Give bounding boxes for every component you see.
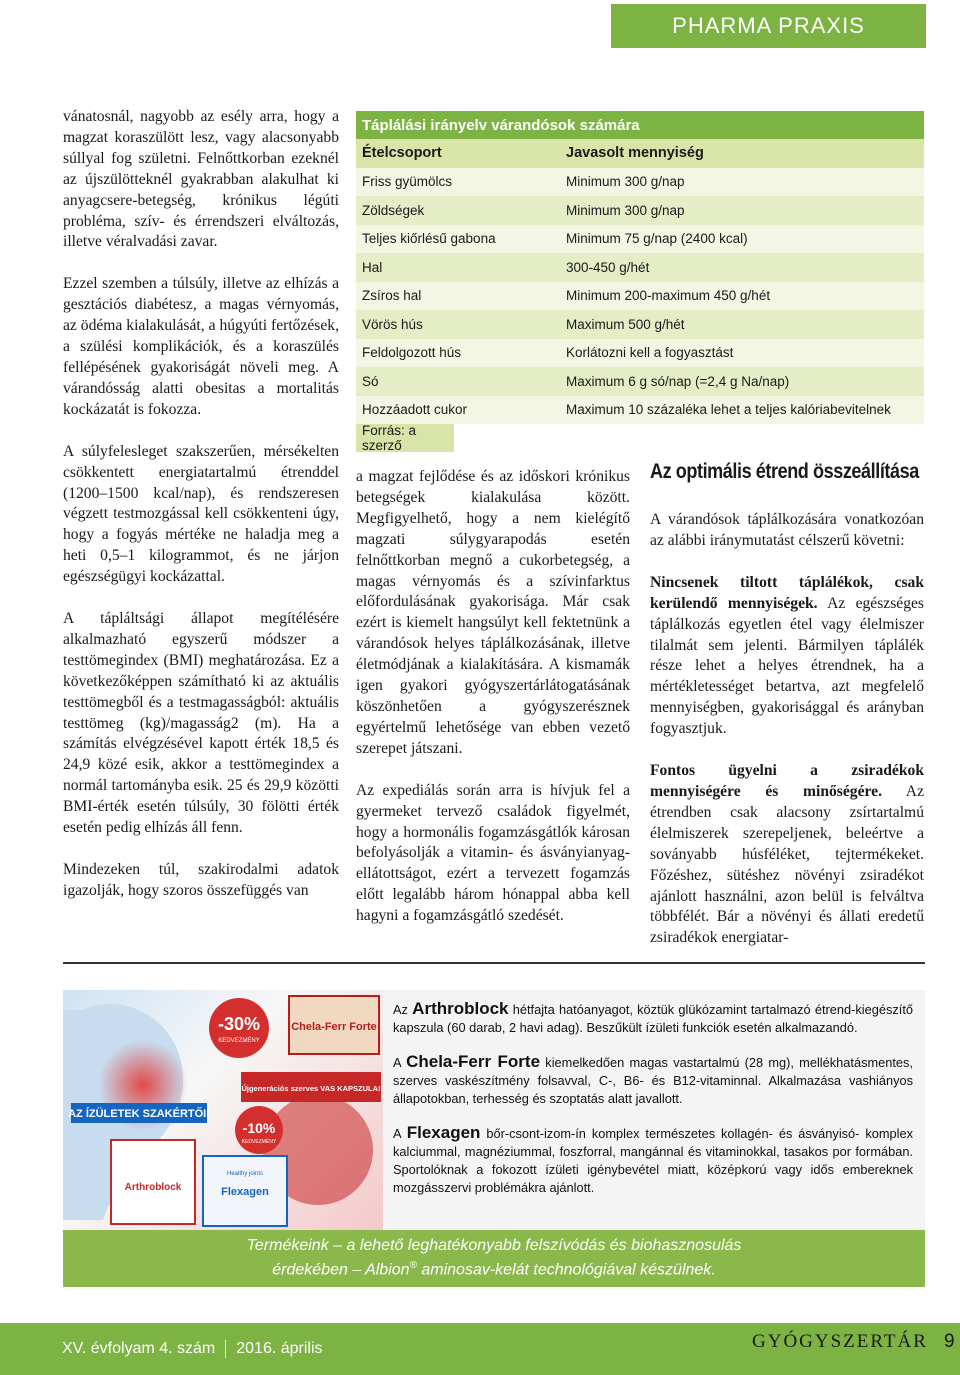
paragraph: Mindezeken túl, szakirodalmi adatok igazolják, hogy szoros összefüggés van [63, 861, 339, 899]
table-row [356, 282, 924, 311]
table-row [356, 196, 924, 225]
banner-line-2 [63, 1256, 925, 1280]
badge-text-30: -30% [217, 1014, 261, 1034]
amount-cell: 300-450 g/hét [566, 259, 650, 275]
amount-cell: Maximum 10 százaléka lehet a teljes kalóriabevitelnek [566, 402, 891, 418]
product-description [393, 1053, 913, 1108]
registered-mark: ® [409, 1260, 417, 1272]
slogan-text: AZ ÍZÜLETEK SZAKÉRTŐI! [68, 1108, 210, 1120]
column-header-food-group: Ételcsoport [362, 145, 442, 162]
magazine-name: GYÓGYSZERTÁR [752, 1331, 928, 1352]
section-title: PHARMA PRAXIS [672, 13, 865, 38]
box-label-flexagen: Flexagen [221, 1186, 269, 1198]
paragraph: A tápláltsági állapot megítélésére alkalmazható egyszerű módszer a testtömegindex (BMI) meghatározása. Ez a következőképpen számítható ki az aktuális testtömegből és a testmagasságból: aktuális testtömeg (kg)/magasság2 (m). Ha a számítás elvégzésével kapott érték 18,5 és 24,9 közé esik, akkor a testtömegindex a normál tartományba esik. 25 és 29,9 közötti BMI-érték esetén túlsúly, 30 fölötti érték esetén pedig elhízás áll fenn. [63, 610, 339, 837]
food-group-cell: Zöldségek [362, 202, 425, 218]
divider-line [63, 962, 925, 964]
amount-cell: Minimum 200-maximum 450 g/hét [566, 288, 771, 304]
amount-cell: Korlátozni kell a fogyasztást [566, 345, 734, 361]
iron-tag-text: Újgenerációs szerves VAS KAPSZULA! [241, 1084, 381, 1093]
amount-cell: Minimum 300 g/nap [566, 202, 685, 218]
text: aminosav-kelát technológiával készülnek. [416, 1261, 716, 1279]
text: kiemelkedően magas vastartalmú (28 mg), mellékhatásmentes, szerves vaskészítmény folsavval, C-, B6- és B12-vitaminnal. Alkalmazása vashiányos állapotokban, terhesség és szoptatás alatt javallott. [393, 1055, 913, 1106]
text: hétfajta hatóanyagot, köztük glükózamint tartalmazó étrend-kiegészítő kapszula (60 darab, 2 havi adag). Beszűkült ízületi funkciók esetén alkalmazandó. [393, 1002, 914, 1035]
nutrition-table [356, 111, 924, 452]
bold-lead: Fontos ügyelni a zsiradékok mennyiségére és minőségére. [650, 762, 924, 800]
table-row [356, 225, 924, 254]
box-top-flexagen: Healthy joints [226, 1171, 264, 1177]
table-row [356, 367, 924, 396]
product-description [393, 1000, 913, 1037]
food-group-cell: Só [362, 373, 379, 389]
food-group-cell: Zsíros hal [362, 288, 422, 304]
bold-lead: Nincsenek tiltott táplálékok, csak kerülendő mennyiségek. [650, 573, 924, 612]
food-group-cell: Hal [362, 259, 383, 275]
issue-date: 2016. április [236, 1340, 323, 1358]
product-advertisement [63, 990, 925, 1287]
column-header-amount: Javasolt mennyiség [566, 145, 704, 162]
ad-description [393, 1000, 913, 1213]
table-body [356, 168, 924, 425]
food-group-cell: Vörös hús [362, 316, 423, 332]
product-name-flexagen: Flexagen [406, 1123, 481, 1142]
issue-number: XV. évfolyam 4. szám [62, 1340, 216, 1358]
issue-info [62, 1340, 323, 1358]
text: A [393, 1055, 407, 1070]
food-group-cell: Teljes kiőrlésű gabona [362, 231, 496, 247]
ad-banner [63, 1230, 925, 1287]
table-source: Forrás: a szerző [356, 424, 454, 452]
article-column-1 [63, 107, 339, 923]
table-header-row [356, 139, 924, 168]
food-group-cell: Feldolgozott hús [362, 345, 462, 361]
product-name-chela-ferr: Chela-Ferr Forte [406, 1052, 541, 1071]
food-group-cell: Hozzáadott cukor [362, 402, 468, 418]
paragraph: Ezzel szemben a túlsúly, illetve az elhízás a gesztációs diabétesz, a magas vérnyomás, az ödéma kialakulását, a húgyúti fertőzések, a szülési komplikációk, és a koraszülés fellépésének gyakoriságát növeli meg. A várandósság alatti obesitas a mortalitás kockázatát is fokozza. [63, 275, 339, 418]
article-column-3 [650, 460, 924, 970]
article-column-2 [356, 467, 630, 948]
badge-sub-10: KEDVEZMÉNY [241, 1139, 277, 1145]
paragraph: A várandósok táplálkozására vonatkozóan az alábbi iránymutatást célszerű követni: [650, 511, 924, 549]
text: bőr-csont-izom-ín komplex természetes kollagén- és ásványisó- komplex kalciummal, magnéziummal, foszforral, mangánnal és vitaminokkal, tasakos por formában. Sportolóknak a fokozott ízületi igénybevétel miatt, középkorú vagy idős embereknek mozgásszervi problémákra ajánlott. [393, 1126, 913, 1195]
table-row [356, 253, 924, 282]
box-label-arthroblock: Arthroblock [124, 1182, 182, 1193]
section-heading: Az optimális étrend összeállítása [650, 460, 919, 483]
table-row [356, 396, 924, 425]
badge-text-10: -10% [242, 1120, 276, 1136]
table-row [356, 310, 924, 339]
text: A [393, 1126, 407, 1141]
paragraph: A súlyfelesleget szakszerűen, mérsékelten csökkentett energiatartalmú étrenddel (1200–1500 kcal/nap), és rendszeresen végzett testmozgással kell csökkenteni úgy, hogy a fogyás mértéke ne haladja meg a heti 0,5–1 kilogrammot, és ne járjon egészségügyi kockázattal. [63, 442, 339, 586]
box-label-chela-ferr: Chela-Ferr Forte [291, 1021, 377, 1033]
product-description [393, 1124, 913, 1197]
product-collage [63, 990, 383, 1230]
text: Az [393, 1002, 413, 1017]
page-number: 9 [944, 1331, 955, 1352]
food-group-cell: Friss gyümölcs [362, 174, 453, 190]
paragraph-text: Az egészséges táplálkozás egyetlen étel vagy élelmiszer tilalmát sem jelenti. Bármilyen táplálék része lehet a helyes étrendnek, ha a mértékletességet betartva, azt megfelelő mennyiségben, gyakorisággal és arányban fogyasztjuk. [650, 594, 924, 738]
paragraph-text: Az étrendben csak alacsony zsírtartalmú élelmiszerek szerepeljenek, beleértve a soványabb húsféléket, tejtermékeket. Főzéshez, sütéshez növényi zsiradékot ajánlott használni, azon belül is felváltva többfélét. Bár a növényi és állati eredetű zsiradékok energiatar- [650, 782, 924, 947]
table-row [356, 339, 924, 368]
table-row [356, 168, 924, 197]
badge-sub-30: KEDVEZMÉNY [218, 1038, 260, 1044]
paragraph: vánatosnál, nagyobb az esély arra, hogy a magzat koraszülött lesz, vagy alacsonyabb súllyal fog születni. Felnőttkorban ezeknél az újszülötteknél gyakrabban alakulhat ki anyagcsere-betegség, krónikus légúti probléma, szív- és érrendszeri elváltozás, illetve véralvadási zavar. [63, 108, 339, 251]
table-title: Táplálási irányelv várandósok számára [356, 111, 924, 139]
section-header [611, 4, 926, 48]
product-image [63, 990, 383, 1230]
paragraph [650, 761, 924, 949]
separator [225, 1340, 226, 1358]
page-footer [0, 1323, 960, 1375]
paragraph [650, 573, 924, 740]
amount-cell: Minimum 300 g/nap [566, 174, 685, 190]
paragraph: Az expediálás során arra is hívjuk fel a gyermeket tervező családok figyelmét, hogy a hormonális fogamzásgátlók károsan befolyásolják a vitamin- és ásványianyag-ellátottságot, ezért a tervezett fogamzás előtt legalább három hónappal abba kell hagyni a fogamzásgátló szedését. [356, 781, 630, 925]
paragraph: a magzat fejlődése és az időskori krónikus betegségek kialakulása között. Megfigyelhető, hogy a nem kielégítő magzati súlygyarapodás esetén felnőttkorban megnő a cukorbetegség, a magas vérnyomás és a szívinfarktus előfordulásának gyakorisága. Már csak ezért is kiemelt hangsúlyt kell fektetnünk a várandósok helyes táplálkozásának, illetve életmódjának a kialakítására. A kismamák igen gyakori gyógyszertárlátogatásának köszönhetően a gyógyszerésznek egyértelmű lehetősége van ebben vezető szerepet játszani. [356, 468, 630, 757]
amount-cell: Minimum 75 g/nap (2400 kcal) [566, 231, 748, 247]
amount-cell: Maximum 500 g/hét [566, 316, 685, 332]
amount-cell: Maximum 6 g só/nap (=2,4 g Na/nap) [566, 373, 790, 389]
product-name-arthroblock: Arthroblock [412, 999, 509, 1018]
text: érdekében – Albion [272, 1261, 410, 1279]
banner-line-1: Termékeink – a lehető leghatékonyabb felszívódás és biohasznosulás [246, 1237, 742, 1255]
